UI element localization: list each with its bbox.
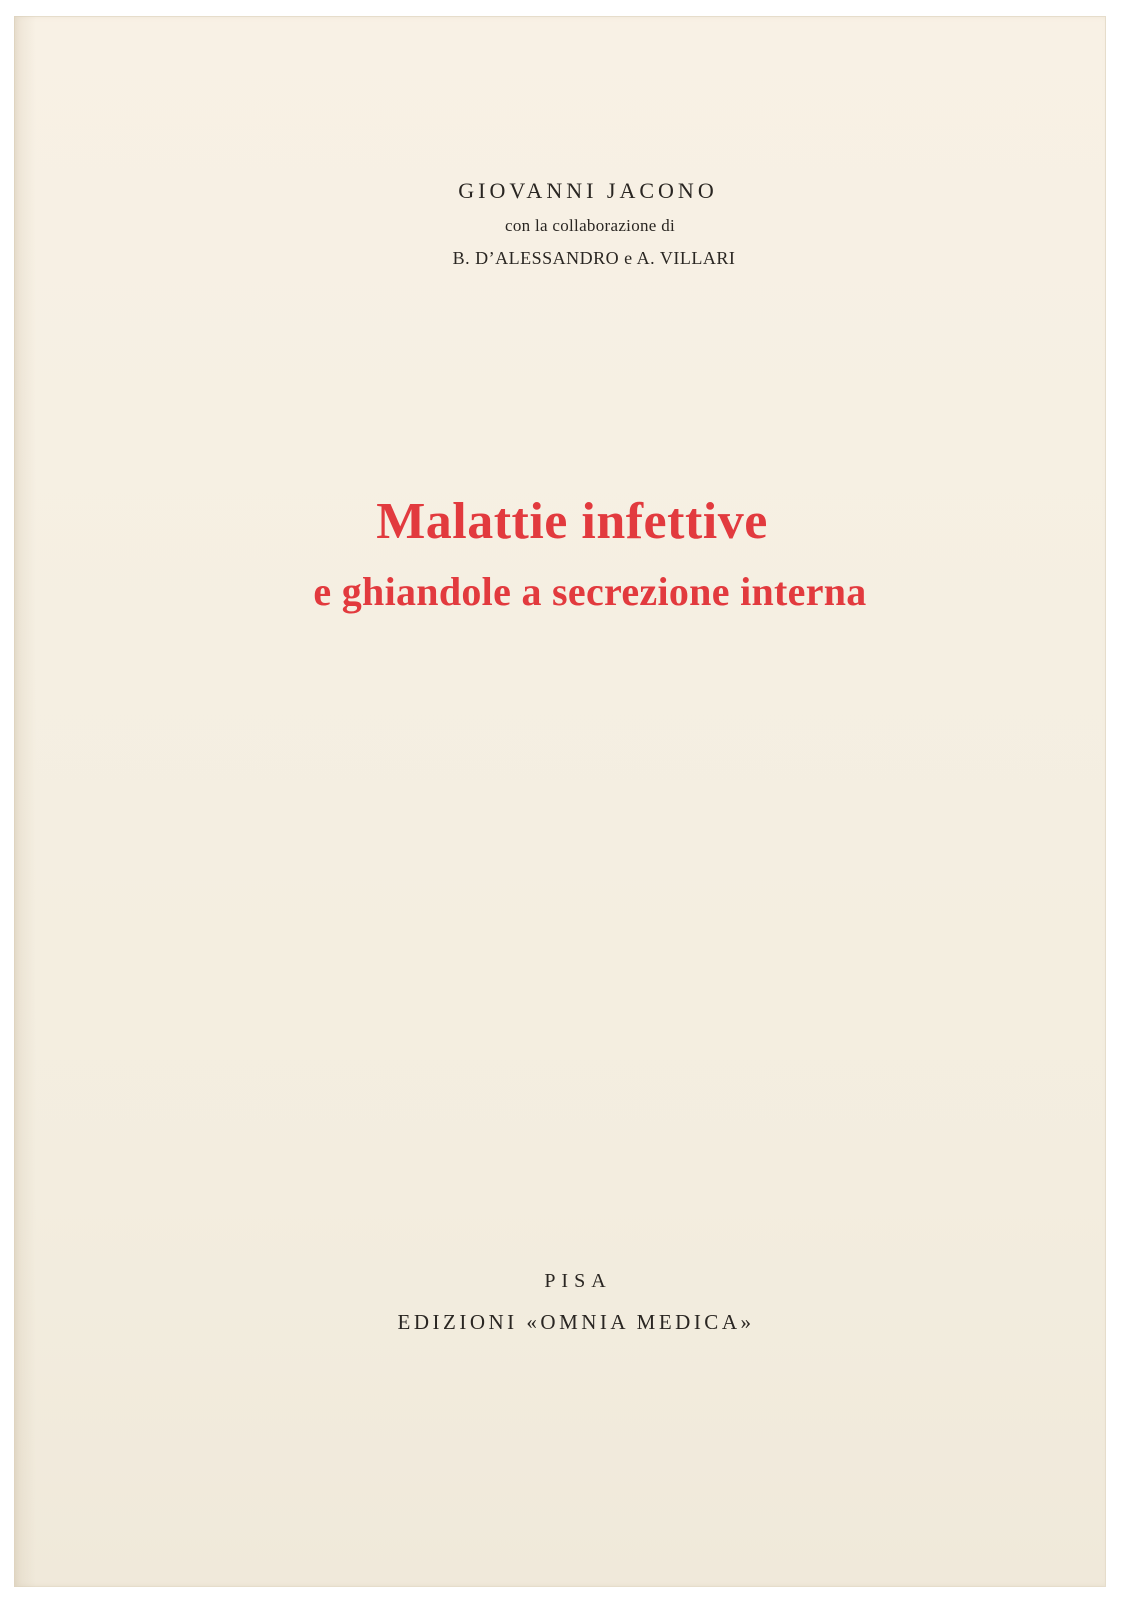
coauthors: B. D’ALESSANDRO e A. VILLARI	[452, 248, 736, 268]
author-name: GIOVANNI JACONO	[458, 178, 718, 203]
publisher-name: EDIZIONI «OMNIA MEDICA»	[397, 1310, 755, 1334]
book-title-sub: e ghiandole a secrezione interna	[313, 569, 867, 614]
cover-page	[14, 16, 1106, 1587]
book-title-main: Malattie infettive	[376, 493, 768, 550]
collaboration-line: con la collaborazione di	[504, 216, 676, 235]
publication-city: PISA	[544, 1270, 612, 1292]
